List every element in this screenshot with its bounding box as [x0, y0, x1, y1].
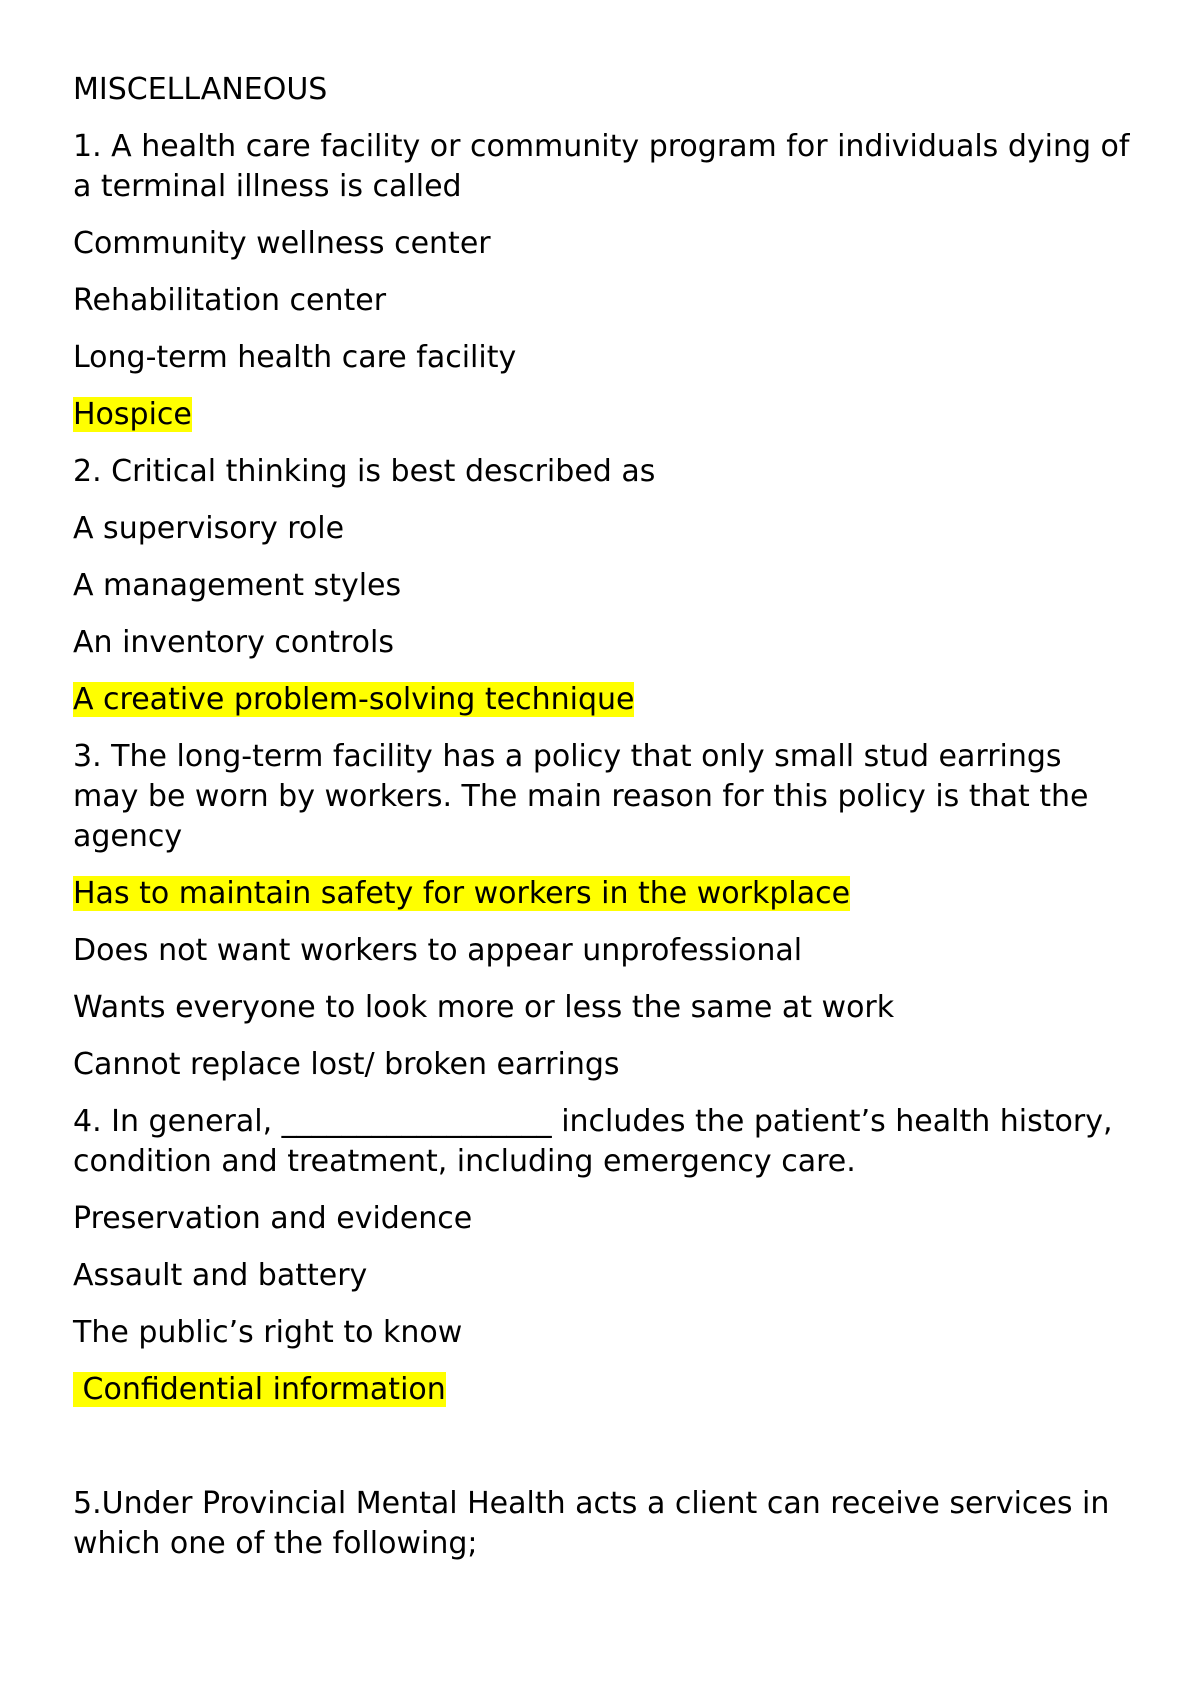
question-5-prompt: 5.Under Provincial Mental Health acts a client can receive services in which one of the following; [73, 1486, 1119, 1561]
document-title: MISCELLANEOUS [73, 72, 328, 107]
blank-paragraph [73, 1427, 1133, 1484]
question-4-option-1: Preservation and evidence [73, 1201, 473, 1236]
question-2-option-1: A supervisory role [73, 511, 345, 546]
question-1-prompt: 1. A health care facility or community program for individuals dying of a terminal illness is called [73, 129, 1140, 204]
question-2-answer [73, 680, 1133, 720]
question-3-option-2: Does not want workers to appear unprofessional [73, 933, 803, 968]
question-3-option-3: Wants everyone to look more or less the same at work [73, 990, 895, 1025]
question-1-option-3: Long-term health care facility [73, 340, 517, 375]
question-4-option-2: Assault and battery [73, 1258, 368, 1293]
question-2-option-3: An inventory controls [73, 625, 395, 660]
question-4-prompt: 4. In general, __________________ includes the patient’s health history, condition and treatment, including emergency care. [73, 1104, 1123, 1179]
question-3-prompt: 3. The long-term facility has a policy that only small stud earrings may be worn by workers. The main reason for this policy is that the agency [73, 739, 1099, 854]
question-2-prompt: 2. Critical thinking is best described as [73, 454, 656, 489]
question-4-option-3: The public’s right to know [73, 1315, 463, 1350]
document-page [73, 70, 1140, 1581]
question-1-option-2: Rehabilitation center [73, 283, 387, 318]
question-2-option-2: A management styles [73, 568, 402, 603]
answer-highlight: Has to maintain safety for workers in the workplace [73, 876, 851, 911]
question-1-option-1: Community wellness center [73, 226, 491, 261]
question-3-option-4: Cannot replace lost/ broken earrings [73, 1047, 620, 1082]
answer-highlight: Hospice [73, 397, 192, 432]
question-4-answer [73, 1370, 1133, 1410]
question-3-answer [73, 874, 1133, 914]
answer-highlight: Confidential information [73, 1372, 446, 1407]
answer-highlight: A creative problem-solving technique [73, 682, 635, 717]
question-1-answer [73, 395, 1133, 435]
